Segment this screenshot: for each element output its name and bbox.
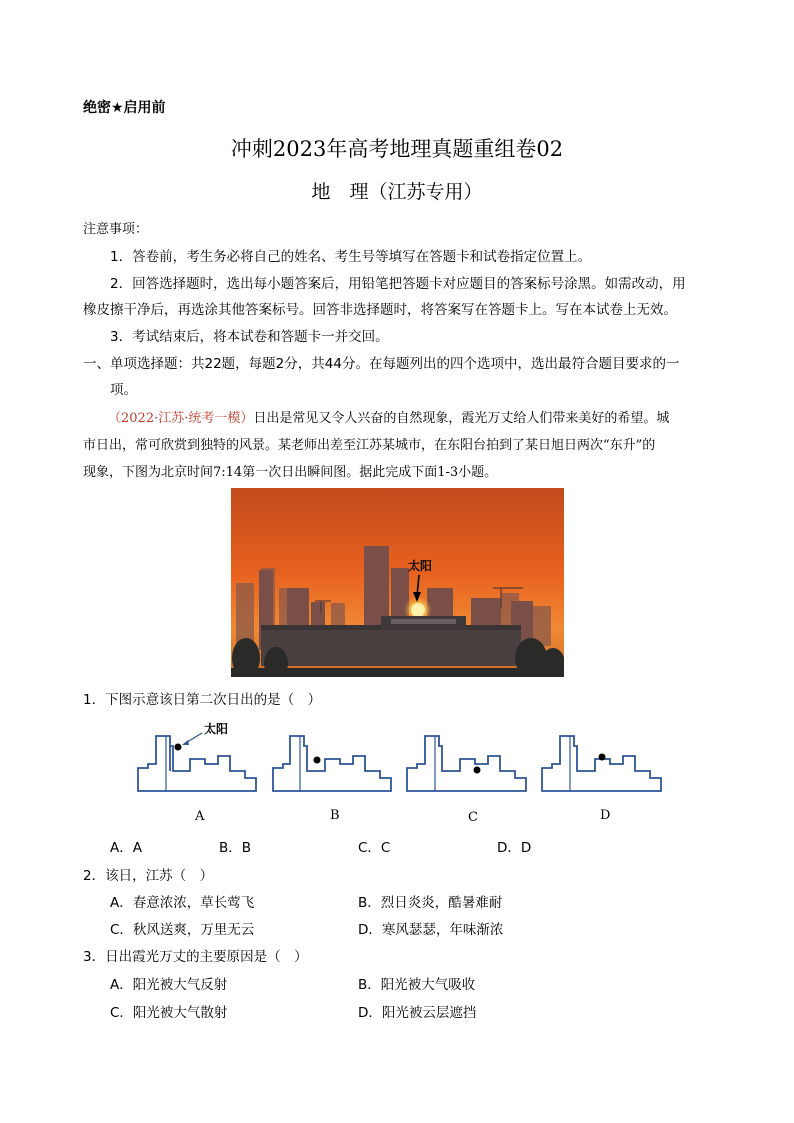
section-heading-line2: 项。 xyxy=(110,382,137,398)
q1-option-a: A．A xyxy=(110,840,142,856)
sun-marker-c xyxy=(474,767,481,774)
photo-sun-label: 太阳 xyxy=(408,559,433,573)
q2-option-c: C．秋风送爽，万里无云 xyxy=(110,922,255,938)
diagram-label-d: D xyxy=(600,808,611,823)
skyline-diagrams xyxy=(130,716,670,826)
diagram-label-a: A xyxy=(195,809,205,824)
page-title: 冲刺2023年高考地理真题重组卷02 xyxy=(230,137,564,161)
q2-option-d: D．寒风瑟瑟，年味渐浓 xyxy=(358,922,504,938)
question-1-stem: 1．下图示意该日第二次日出的是（ ） xyxy=(83,692,322,708)
q1-option-b: B．B xyxy=(219,840,252,856)
notice-item-1: 1．答卷前，考生务必将自己的姓名、考生号等填写在答题卡和试卷指定位置上。 xyxy=(110,249,592,265)
section-heading-line1: 一、单项选择题：共22题，每题2分，共44分。在每题列出的四个选项中，选出最符合题目要求的一 xyxy=(83,356,680,372)
passage-source: （2022·江苏·统考一模） xyxy=(108,411,254,426)
q3-option-d: D．阳光被云层遮挡 xyxy=(358,1005,477,1021)
notice-item-2-line2: 橡皮擦干净后，再选涂其他答案标号。回答非选择题时，将答案写在答题卡上。写在本试卷上无效。 xyxy=(83,302,677,318)
q3-option-a: A．阳光被大气反射 xyxy=(110,977,228,993)
notice-heading: 注意事项： xyxy=(83,222,149,237)
passage-line1 xyxy=(108,407,669,426)
diagram-sun-label: 太阳 xyxy=(204,722,229,736)
passage-line3: 现象，下图为北京时间7:14第一次日出瞬间图。据此完成下面1-3小题。 xyxy=(83,465,498,480)
page-subtitle: 地 理（江苏专用） xyxy=(311,181,483,203)
sun-marker-a xyxy=(175,744,182,751)
passage-line2: 市日出，常可欣赏到独特的风景。某老师出差至江苏某城市，在东阳台拍到了某日旭日两次“东升”的 xyxy=(83,438,656,453)
notice-item-2-line1: 2．回答选择题时，选出每小题答案后，用铅笔把答题卡对应题目的答案标号涂黑。如需改动，用 xyxy=(110,276,686,292)
question-3-stem: 3．日出霞光万丈的主要原因是（ ） xyxy=(83,949,308,965)
q3-option-c: C．阳光被大气散射 xyxy=(110,1005,228,1021)
q3-option-b: B．阳光被大气吸收 xyxy=(358,977,476,993)
q1-option-d: D．D xyxy=(497,840,532,856)
passage-line1-text: 日出是常见又令人兴奋的自然现象，霞光万丈给人们带来美好的希望。城 xyxy=(253,411,670,426)
sunrise-photo xyxy=(231,488,564,677)
q1-option-c: C．C xyxy=(358,840,391,856)
q2-option-b: B．烈日炎炎，酷暑难耐 xyxy=(358,895,503,911)
sun-marker-b xyxy=(314,757,321,764)
diagram-label-b: B xyxy=(330,808,340,823)
notice-item-3: 3．考试结束后，将本试卷和答题卡一并交回。 xyxy=(110,329,389,345)
diagram-label-c: C xyxy=(468,810,478,825)
sun-marker-d xyxy=(599,754,606,761)
question-2-stem: 2．该日，江苏（ ） xyxy=(83,868,214,884)
q2-option-a: A．春意浓浓，草长莺飞 xyxy=(110,895,255,911)
secret-label: 绝密★启用前 xyxy=(83,100,166,116)
